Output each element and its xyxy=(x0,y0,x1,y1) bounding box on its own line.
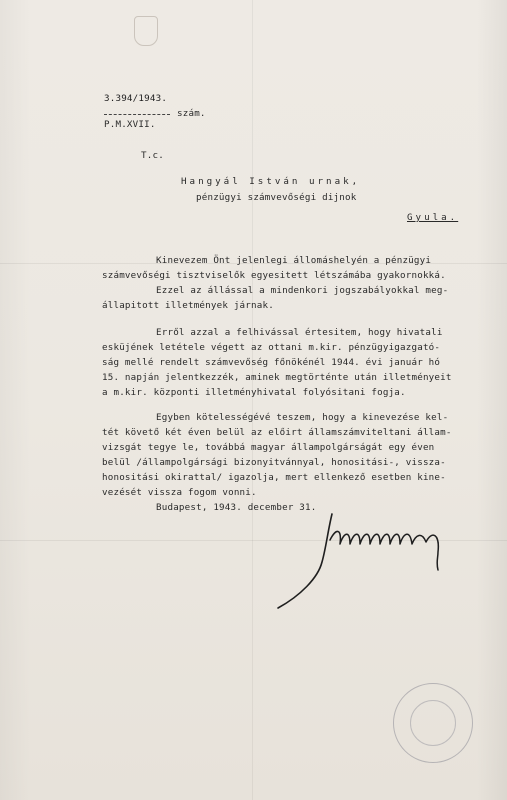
body-line: esküjének letétele végett az ottani m.kir. pénzügyigazgató- xyxy=(102,342,441,353)
body-line: honositási okirattal/ igazolja, mert ellenkező esetben kine- xyxy=(102,472,446,483)
body-line: számvevőségi tisztviselők egyesitett létszámába gyakornokká. xyxy=(102,270,446,281)
addressee-city: Gyula. xyxy=(407,212,459,223)
body-line: 15. napján jelentkezzék, aminek megtörténte után illetményeit xyxy=(102,372,452,383)
body-line: Erről azzal a felhivással értesitem, hogy hivatali xyxy=(156,327,443,338)
seal-crest-icon xyxy=(410,700,456,746)
body-line: vezését vissza fogom vonni. xyxy=(102,487,257,498)
body-line: a m.kir. központi illetményhivatal folyósitani fogja. xyxy=(102,387,406,398)
handwritten-signature xyxy=(270,500,470,615)
body-line: állapitott illetmények járnak. xyxy=(102,300,274,311)
addressee-name: Hangyál István urnak, xyxy=(181,176,361,187)
body-line: vizsgát tegye le, továbbá magyar állampolgárságát egy éven xyxy=(102,442,435,453)
body-line: Egyben kötelességévé teszem, hogy a kinevezése kel- xyxy=(156,412,449,423)
body-line: ság mellé rendelt számvevőség főnökénél 1944. évi január hó xyxy=(102,357,441,368)
salutation-prefix: T.c. xyxy=(141,150,164,161)
paper-fold-line xyxy=(252,0,253,800)
embossed-crest-icon xyxy=(134,16,158,46)
body-line: Kinevezem Önt jelenlegi állomáshelyén a pénzügyi xyxy=(156,255,432,266)
body-line: Ezzel az állással a mindenkori jogszabályokkal meg- xyxy=(156,285,449,296)
division-code: P.M.XVII. xyxy=(104,119,156,130)
addressee-title: pénzügyi számvevőségi dijnok xyxy=(196,192,357,203)
body-line: belül /állampolgársági bizonyitvánnyal, honositási-, vissza- xyxy=(102,457,446,468)
body-line: tét követő két éven belül az előirt államszámviteltani állam- xyxy=(102,427,452,438)
reference-suffix: szám. xyxy=(177,108,206,119)
reference-number: 3.394/1943. xyxy=(104,93,168,104)
reference-underline xyxy=(104,114,170,116)
place-and-date: Budapest, 1943. december 31. xyxy=(156,502,317,513)
